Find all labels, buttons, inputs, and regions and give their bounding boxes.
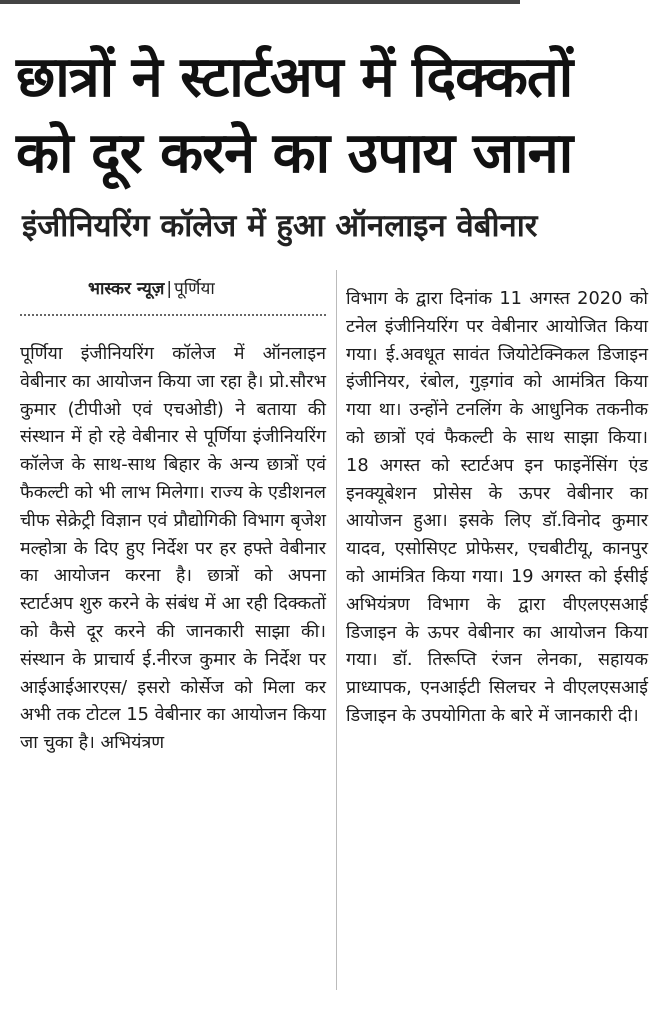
headline <box>16 40 656 192</box>
headline-line-2: को दूर करने का उपाय जाना <box>16 121 573 186</box>
article-column-left: पूर्णिया इंजीनियरिंग कॉलेज में ऑनलाइन वेबीनार का आयोजन किया जा रहा है। प्रो.सौरभ कुमार (टीपीओ एवं एचओडी) ने बताया की संस्थान में हो रहे वेबीनार से पूर्णिया इंजीनियरिंग कॉलेज के साथ-साथ बिहार के अन्य छात्रों एवं फैकल्टी को भी लाभ मिलेगा। राज्य के एडीशनल चीफ सेक्रेट्री विज्ञान एवं प्रौद्योगिकी विभाग बृजेश मल्होत्रा के दिए हुए निर्देश पर हर हफ्ते वेबीनार का आयोजन करना है। छात्रों को अपना स्टार्टअप शुरु करने के संबंध में आ रही दिक्कतों को कैसे दूर करने की जानकारी साझा की। संस्थान के प्राचार्य ई.नीरज कुमार के निर्देश पर आईआईआरएस/ इसरो कोर्सेज को मिला कर अभी तक टोटल 15 वेबीनार का आयोजन किया जा चुका है। अभियंत्रण <box>20 343 326 754</box>
byline-place: पूर्णिया <box>174 279 215 299</box>
top-rule <box>0 0 520 4</box>
byline <box>88 276 215 299</box>
byline-rule <box>20 314 326 316</box>
column-divider <box>336 270 337 990</box>
subheadline: इंजीनियरिंग कॉलेज में हुआ ऑनलाइन वेबीनार <box>22 208 538 244</box>
byline-separator: | <box>166 279 173 299</box>
byline-source: भास्कर न्यूज़ <box>88 279 165 299</box>
headline-line-1: छात्रों ने स्टार्टअप में दिक्कतों <box>16 45 573 110</box>
article-column-right: विभाग के द्वारा दिनांक 11 अगस्त 2020 को टनेल इंजीनियरिंग पर वेबीनार आयोजित किया गया। ई.अवधूत सावंत जियोटेक्निकल डिजाइन इंजीनियर, रंबोल, गुड़गांव को आमंत्रित किया गया था। उन्होंने टनलिंग के आधुनिक तकनीक को छात्रों एवं फैकल्टी के साथ साझा किया। 18 अगस्त को स्टार्टअप इन फाइनेंसिंग एंड इनक्यूबेशन प्रोसेस के ऊपर वेबीनार का आयोजन हुआ। इसके लिए डॉ.विनोद कुमार यादव, एसोसिएट प्रोफेसर, एचबीटीयू, कानपुर को आमंत्रित किया गया। 19 अगस्त को ईसीई अभियंत्रण विभाग के द्वारा वीएलएसआई डिजाइन के ऊपर वेबीनार का आयोजन किया गया। डॉ. तिरूप्ति रंजन लेनका, सहायक प्राध्यापक, एनआईटी सिलचर ने वीएलएसआई डिजाइन के उपयोगिता के बारे में जानकारी दी। <box>346 288 648 726</box>
